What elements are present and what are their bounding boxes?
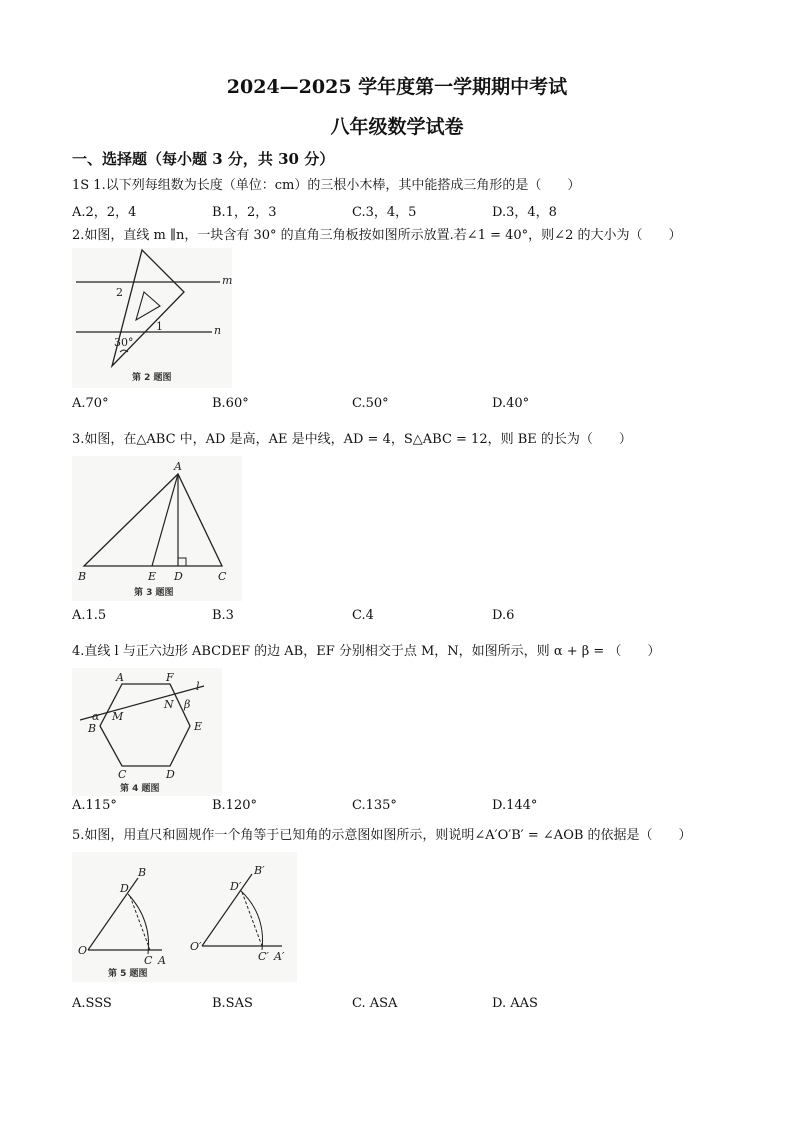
point-m-label: M bbox=[112, 710, 124, 723]
angle-2-label: 2 bbox=[116, 286, 123, 299]
option-b: B.SAS bbox=[212, 996, 253, 1011]
option-c: C.4 bbox=[352, 608, 374, 623]
point-a-prime-label: A′ bbox=[274, 950, 285, 963]
section-heading: 一、选择题（每小题 3 分，共 30 分） bbox=[72, 150, 335, 168]
option-d: D. AAS bbox=[492, 996, 538, 1011]
option-d: D.3，4，8 bbox=[492, 205, 557, 220]
angle-1-label: 1 bbox=[156, 320, 163, 333]
point-d-prime-label: D′ bbox=[230, 880, 242, 893]
question-1-options bbox=[72, 201, 672, 219]
angle-30-label: 30° bbox=[114, 336, 134, 349]
option-b: B.3 bbox=[212, 608, 234, 623]
question-3-figure bbox=[72, 456, 242, 601]
question-2-options bbox=[72, 396, 672, 414]
line-n-label: n bbox=[214, 324, 222, 337]
option-d: D.6 bbox=[492, 608, 515, 623]
question-1-text: 1S 1.以下列每组数为长度（单位：cm）的三根小木棒，其中能搭成三角形的是（ ） bbox=[72, 178, 581, 193]
vertex-d-label: D bbox=[166, 768, 175, 781]
option-d: D.40° bbox=[492, 396, 530, 411]
question-2-text: 2.如图，直线 m ∥n，一块含有 30° 的直角三角板按如图所示放置.若∠1 = 40°，则∠2 的大小为（ ） bbox=[72, 228, 682, 243]
figure-caption: 第 4 题图 bbox=[120, 784, 160, 794]
question-2-figure bbox=[72, 248, 232, 388]
figure-caption: 第 5 题图 bbox=[108, 969, 148, 979]
question-5-figure bbox=[72, 852, 297, 982]
option-c: C. ASA bbox=[352, 996, 398, 1011]
point-n-label: N bbox=[164, 698, 174, 711]
option-b: B.60° bbox=[212, 396, 249, 411]
vertex-c-label: C bbox=[218, 570, 227, 583]
vertex-b-label: B bbox=[78, 570, 87, 583]
point-d-label: D bbox=[120, 882, 129, 895]
exam-title: 2024—2025 学年度第一学期期中考试 bbox=[226, 76, 568, 98]
option-a: A.SSS bbox=[72, 996, 112, 1011]
point-c-prime-label: C′ bbox=[258, 950, 269, 963]
option-a: A.70° bbox=[72, 396, 109, 411]
question-3-text: 3.如图，在△ABC 中，AD 是高，AE 是中线，AD = 4，S△ABC = 12，则 BE 的长为（ ） bbox=[72, 432, 632, 447]
angle-beta-label: β bbox=[184, 698, 191, 711]
question-3-options bbox=[72, 608, 672, 626]
option-c: C.50° bbox=[352, 396, 389, 411]
point-o-label: O bbox=[78, 944, 88, 957]
figure-caption: 第 3 题图 bbox=[134, 588, 174, 598]
vertex-b-label: B bbox=[88, 722, 97, 735]
question-4-figure bbox=[72, 668, 222, 796]
question-4-text: 4.直线 l 与正六边形 ABCDEF 的边 AB，EF 分别相交于点 M，N，如图所示，则 α + β = （ ） bbox=[72, 644, 661, 659]
option-b: B.120° bbox=[212, 798, 257, 813]
vertex-e-label: E bbox=[194, 720, 203, 733]
point-o-prime-label: O′ bbox=[190, 940, 202, 953]
point-b-prime-label: B′ bbox=[254, 864, 265, 877]
option-c: C.3，4，5 bbox=[352, 205, 417, 220]
line-l-label: l bbox=[196, 680, 200, 693]
vertex-f-label: F bbox=[166, 671, 174, 684]
option-a: A.2，2，4 bbox=[72, 205, 137, 220]
figure-caption: 第 2 题图 bbox=[132, 373, 172, 383]
point-c-label: C bbox=[144, 954, 153, 967]
angle-alpha-label: α bbox=[92, 710, 100, 723]
option-c: C.135° bbox=[352, 798, 397, 813]
exam-subtitle: 八年级数学试卷 bbox=[330, 116, 464, 138]
question-4-options bbox=[72, 798, 672, 816]
vertex-a-label: A bbox=[174, 460, 182, 473]
point-d-label: D bbox=[174, 570, 183, 583]
vertex-c-label: C bbox=[118, 768, 127, 781]
point-a-label: A bbox=[158, 954, 166, 967]
option-b: B.1，2，3 bbox=[212, 205, 277, 220]
point-e-label: E bbox=[148, 570, 157, 583]
vertex-a-label: A bbox=[116, 671, 124, 684]
question-5-options bbox=[72, 996, 672, 1014]
option-a: A.115° bbox=[72, 798, 117, 813]
option-d: D.144° bbox=[492, 798, 538, 813]
question-5-text: 5.如图，用直尺和圆规作一个角等于已知角的示意图如图所示，则说明∠A′O′B′ = ∠AOB 的依据是（ ） bbox=[72, 828, 692, 843]
option-a: A.1.5 bbox=[72, 608, 107, 623]
point-b-label: B bbox=[138, 866, 147, 879]
line-m-label: m bbox=[222, 274, 232, 287]
